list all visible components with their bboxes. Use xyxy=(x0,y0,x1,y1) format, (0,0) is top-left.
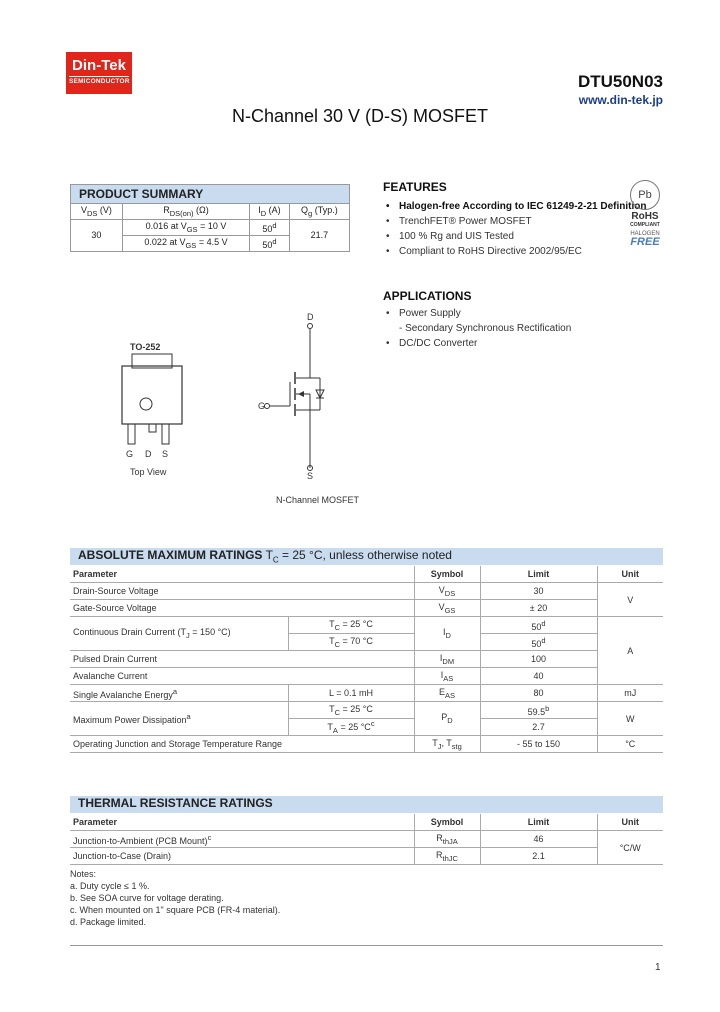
list-item: • Compliant to RoHS Directive 2002/95/EC xyxy=(383,244,653,259)
param-temperature-range: Operating Junction and Storage Temperature Range xyxy=(70,736,414,753)
param-junction-to-case: Junction-to-Case (Drain) xyxy=(70,848,414,865)
limit-id-2: 50$^d$ xyxy=(480,634,597,651)
symbol-pin-s: S xyxy=(307,471,314,481)
col-limit: Limit xyxy=(480,814,597,831)
brand-subtitle: SEMICONDUCTOR xyxy=(69,78,130,85)
notes-heading: Notes: xyxy=(70,869,97,879)
param-continuous-drain-current: Continuous Drain Current ($T_J = 150$ °C) xyxy=(70,617,288,651)
abs-max-table xyxy=(70,566,663,753)
list-item: • Power Supply xyxy=(383,306,653,321)
unit-mj: mJ xyxy=(597,685,663,702)
param-single-avalanche-energy: Single Avalanche Energy$^a$ xyxy=(70,685,288,702)
table-header-row xyxy=(70,566,663,583)
rds-value-2: 0.022 at $V_{GS} = 4.5$ V xyxy=(122,235,249,251)
abs-max-heading: ABSOLUTE MAXIMUM RATINGS $T_C = 25$ °C, unless otherwise noted xyxy=(70,548,663,565)
thermal-table xyxy=(70,814,663,865)
limit-ias: 40 xyxy=(480,668,597,685)
table-header-row xyxy=(70,814,663,831)
unit-c-per-w: °C/W xyxy=(597,831,663,865)
product-summary-heading: PRODUCT SUMMARY xyxy=(71,185,350,204)
unit-w: W xyxy=(597,702,663,736)
param-max-power-dissipation: Maximum Power Dissipation$^a$ xyxy=(70,702,288,736)
symbol-pin-g: G xyxy=(258,401,266,411)
rohs-compliant: COMPLIANT xyxy=(630,222,660,228)
note-item: b. See SOA curve for voltage derating. xyxy=(70,893,224,903)
col-qg: $Q_g$ (Typ.) xyxy=(289,204,349,220)
to252-package-icon xyxy=(112,352,192,452)
symbol-caption: N-Channel MOSFET xyxy=(276,495,360,505)
symbol-rthja: $R_{thJA}$ xyxy=(414,831,480,848)
table-row xyxy=(70,685,663,702)
note-item: a. Duty cycle ≤ 1 %. xyxy=(70,881,150,891)
symbol-rthjc: $R_{thJC}$ xyxy=(414,848,480,865)
note-item: c. When mounted on 1" square PCB (FR-4 material). xyxy=(70,905,281,915)
cond-tc70: $T_C = 70$ °C xyxy=(288,634,414,651)
pin-label-s: S xyxy=(162,449,169,459)
param-junction-to-ambient: Junction-to-Ambient (PCB Mount)$^c$ xyxy=(70,831,414,848)
brand-logo xyxy=(66,52,132,94)
divider xyxy=(70,945,663,946)
col-limit: Limit xyxy=(480,566,597,583)
rohs-badge xyxy=(622,180,668,248)
symbol-idm: $I_{DM}$ xyxy=(414,651,480,668)
qg-value: 21.7 xyxy=(289,219,349,251)
view-label: Top View xyxy=(130,467,167,477)
product-summary-header-row xyxy=(71,204,350,220)
unit-a: A xyxy=(597,617,663,685)
applications-heading: APPLICATIONS xyxy=(383,289,472,303)
list-item: • TrenchFET® Power MOSFET xyxy=(383,214,653,229)
limit-rthjc: 2.1 xyxy=(480,848,597,865)
unit-v: V xyxy=(597,583,663,617)
col-vds: $V_{DS}$ (V) xyxy=(71,204,123,220)
limit-id-1: 50$^d$ xyxy=(480,617,597,634)
col-unit: Unit xyxy=(597,814,663,831)
thermal-heading: THERMAL RESISTANCE RATINGS xyxy=(70,796,663,813)
table-row xyxy=(70,736,663,753)
pin-label-d: D xyxy=(145,449,152,459)
unit-c: °C xyxy=(597,736,663,753)
table-row xyxy=(70,617,663,634)
table-row xyxy=(70,831,663,848)
limit-eas: 80 xyxy=(480,685,597,702)
limit-idm: 100 xyxy=(480,651,597,668)
features-heading: FEATURES xyxy=(383,180,447,194)
symbol-tj-tstg: $T_J$, $T_{stg}$ xyxy=(414,736,480,753)
cond-ta25: $T_A = 25$ $^\circ C^c$ xyxy=(288,719,414,736)
table-row xyxy=(70,583,663,600)
halogen-label: HALOGEN xyxy=(630,231,660,237)
symbol-pin-d: D xyxy=(307,312,314,322)
col-parameter: Parameter xyxy=(70,566,414,583)
param-pulsed-drain-current: Pulsed Drain Current xyxy=(70,651,414,668)
param-avalanche-current: Avalanche Current xyxy=(70,668,414,685)
limit-temp: - 55 to 150 xyxy=(480,736,597,753)
col-rds: $R_{DS(on)}$ (Ω) xyxy=(122,204,249,220)
mosfet-symbol-icon xyxy=(262,322,332,472)
symbol-pd: $P_D$ xyxy=(414,702,480,736)
part-number: DTU50N03 xyxy=(577,72,663,91)
col-symbol: Symbol xyxy=(414,814,480,831)
param-gate-source-voltage: Gate-Source Voltage xyxy=(70,600,414,617)
col-symbol: Symbol xyxy=(414,566,480,583)
table-row xyxy=(70,651,663,668)
list-item: • 100 % Rg and UIS Tested xyxy=(383,229,653,244)
rohs-title: RoHS xyxy=(631,211,659,222)
product-summary-table xyxy=(70,184,350,252)
website-link[interactable]: www.din-tek.jp xyxy=(578,93,663,107)
list-item: - Secondary Synchronous Rectification xyxy=(399,323,572,334)
col-id: $I_D$ (A) xyxy=(250,204,290,220)
pb-free-icon: Pb xyxy=(630,180,660,210)
page-title: N-Channel 30 V (D-S) MOSFET xyxy=(231,106,489,126)
limit-vds: 30 xyxy=(480,583,597,600)
limit-vgs: ± 20 xyxy=(480,600,597,617)
id-value-2: 50$^d$ xyxy=(250,235,290,251)
limit-pd-2: 2.7 xyxy=(480,719,597,736)
table-row xyxy=(70,702,663,719)
table-row xyxy=(70,668,663,685)
list-item: • Halogen-free According to IEC 61249-2-21 Definition xyxy=(383,199,653,214)
table-row xyxy=(70,600,663,617)
limit-pd-1: 59.5$^b$ xyxy=(480,702,597,719)
limit-rthja: 46 xyxy=(480,831,597,848)
param-drain-source-voltage: Drain-Source Voltage xyxy=(70,583,414,600)
col-parameter: Parameter xyxy=(70,814,414,831)
cond-tc25-pd: $T_C = 25$ °C xyxy=(288,702,414,719)
brand-name: Din-Tek xyxy=(72,57,126,74)
list-item: • DC/DC Converter xyxy=(383,336,653,351)
notes xyxy=(70,868,280,928)
id-value-1: 50$^d$ xyxy=(250,219,290,235)
halogen-free-label: FREE xyxy=(630,236,660,248)
col-unit: Unit xyxy=(597,566,663,583)
applications-list xyxy=(383,306,653,351)
note-item: d. Package limited. xyxy=(70,917,147,927)
table-row xyxy=(70,848,663,865)
product-summary-row xyxy=(71,219,350,235)
rds-value-1: 0.016 at $V_{GS} = 10$ V xyxy=(122,219,249,235)
symbol-ias: $I_{AS}$ xyxy=(414,668,480,685)
features-list xyxy=(383,199,653,259)
cond-l: L = 0.1 mH xyxy=(288,685,414,702)
vds-value: 30 xyxy=(71,219,123,251)
symbol-vgs: $V_{GS}$ xyxy=(414,600,480,617)
package-name: TO-252 xyxy=(130,342,161,352)
cond-tc25: $T_C = 25$ °C xyxy=(288,617,414,634)
symbol-eas: $E_{AS}$ xyxy=(414,685,480,702)
symbol-vds: $V_{DS}$ xyxy=(414,583,480,600)
symbol-id: $I_D$ xyxy=(414,617,480,651)
page-number: 1 xyxy=(655,962,661,973)
pin-label-g: G xyxy=(126,449,134,459)
